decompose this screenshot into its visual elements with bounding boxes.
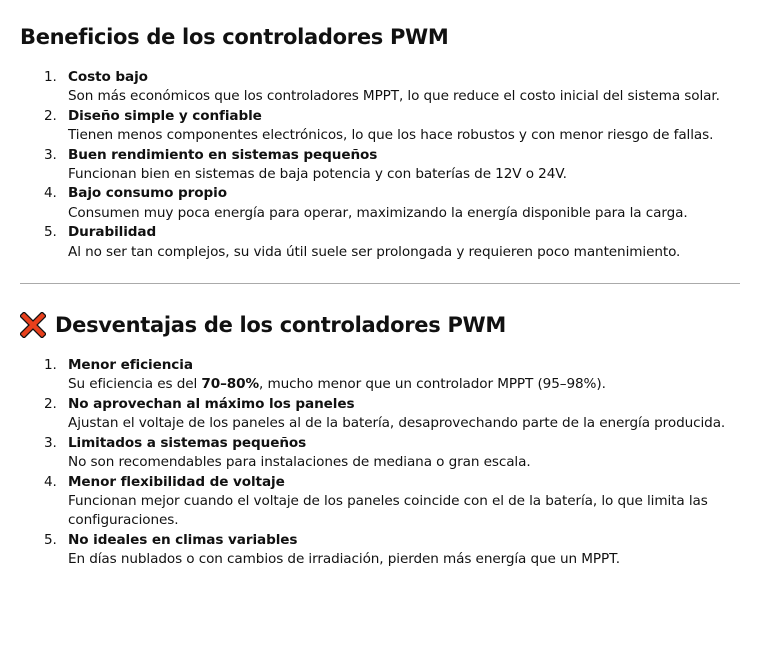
desc-text: , mucho menor que un controlador MPPT (95–98%). — [259, 376, 606, 393]
item-title: No ideales en climas variables — [68, 531, 298, 548]
list-item — [20, 68, 740, 107]
item-number: 5. — [44, 531, 57, 548]
drawbacks-heading-text: Desventajas de los controladores PWM — [55, 313, 507, 338]
efficiency-value: 70–80% — [201, 376, 260, 393]
benefits-list — [20, 68, 740, 262]
item-desc: Consumen muy poca energía para operar, maximizando la energía disponible para la carga. — [68, 204, 688, 221]
divider — [20, 283, 740, 284]
list-item — [20, 531, 740, 570]
item-title: Bajo consumo propio — [68, 185, 227, 202]
item-title: Menor eficiencia — [68, 357, 193, 374]
list-item — [20, 434, 740, 473]
item-number: 4. — [44, 473, 57, 490]
item-desc: Funcionan mejor cuando el voltaje de los paneles coincide con el de la batería, lo que limita las configuraciones. — [68, 492, 708, 529]
item-title: Limitados a sistemas pequeños — [68, 434, 307, 451]
drawbacks-heading — [20, 310, 740, 340]
item-number: 5. — [44, 224, 57, 241]
item-desc: Ajustan el voltaje de los paneles al de la batería, desaprovechando parte de la energía producida. — [68, 415, 726, 432]
item-desc: No son recomendables para instalaciones de mediana o gran escala. — [68, 454, 531, 471]
list-item — [20, 146, 740, 185]
item-number: 1. — [44, 69, 57, 85]
list-item — [20, 356, 740, 395]
cross-mark-icon — [20, 312, 46, 338]
item-desc — [68, 375, 736, 394]
list-item — [20, 107, 740, 146]
item-number: 4. — [44, 185, 57, 202]
list-item — [20, 184, 740, 223]
drawbacks-list — [20, 356, 740, 569]
item-number: 2. — [44, 107, 57, 124]
item-desc: Al no ser tan complejos, su vida útil suele ser prolongada y requieren poco mantenimiento. — [68, 243, 681, 260]
list-item — [20, 473, 740, 531]
item-number: 1. — [44, 357, 57, 374]
item-title: No aprovechan al máximo los paneles — [68, 395, 355, 412]
item-title: Durabilidad — [68, 224, 157, 241]
item-title: Buen rendimiento en sistemas pequeños — [68, 146, 378, 163]
item-desc: Son más económicos que los controladores MPPT, lo que reduce el costo inicial del sistema solar. — [68, 88, 720, 105]
desc-text: Su eficiencia es del — [68, 376, 202, 393]
item-number: 3. — [44, 146, 57, 163]
item-number: 2. — [44, 395, 57, 412]
item-desc: En días nublados o con cambios de irradiación, pierden más energía que un MPPT. — [68, 551, 620, 568]
item-title: Menor flexibilidad de voltaje — [68, 473, 285, 490]
item-desc: Funcionan bien en sistemas de baja potencia y con baterías de 12V o 24V. — [68, 166, 567, 183]
item-title: Costo bajo — [68, 69, 148, 85]
benefits-heading: Beneficios de los controladores PWM — [20, 25, 449, 49]
item-number: 3. — [44, 434, 57, 451]
item-desc: Tienen menos componentes electrónicos, lo que los hace robustos y con menor riesgo de fallas. — [68, 127, 714, 144]
list-item — [20, 223, 740, 262]
item-title: Diseño simple y confiable — [68, 107, 262, 124]
list-item — [20, 395, 740, 434]
